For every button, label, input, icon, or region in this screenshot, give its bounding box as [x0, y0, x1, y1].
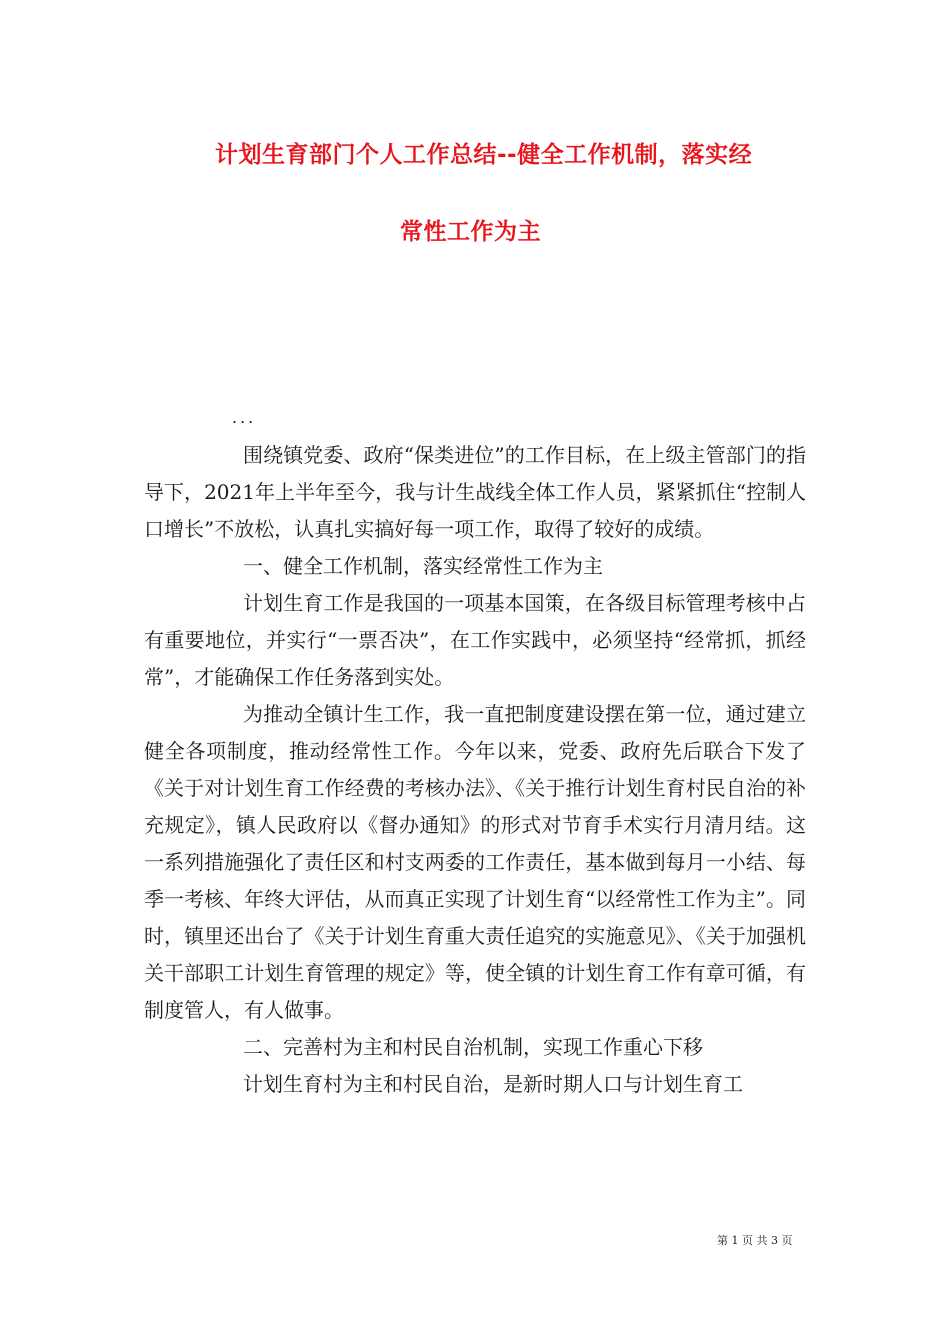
document-title-line-2: 常性工作为主	[400, 219, 541, 245]
section-heading-2: 二、完善村为主和村民自治机制，实现工作重心下移	[243, 1035, 703, 1059]
document-body	[144, 437, 806, 1103]
section-heading-1: 一、健全工作机制，落实经常性工作为主	[243, 554, 603, 578]
page-number-footer: 第 1 页 共 3 页	[717, 1234, 793, 1247]
paragraph: 计划生育村为主和村民自治，是新时期人口与计划生育工	[243, 1072, 743, 1096]
paragraph-intro: 围绕镇党委、政府“保类进位”的工作目标，在上级主管部门的指导下，2021年上半年至今，我与计生战线全体工作人员，紧紧抓住“控制人口增长”不放松，认真扎实搞好每一项工作，取得了较好的成绩。	[144, 443, 806, 541]
ellipsis-marker: ...	[232, 408, 257, 427]
document-title-line-1: 计划生育部门个人工作总结--健全工作机制，落实经	[215, 142, 753, 168]
paragraph: 为推动全镇计生工作，我一直把制度建设摆在第一位，通过建立健全各项制度，推动经常性工作。今年以来，党委、政府先后联合下发了《关于对计划生育工作经费的考核办法》、《关于推行计划生育村民自治的补充规定》，镇人民政府以《督办通知》的形式对节育手术实行月清月结。这一系列措施强化了责任区和村支两委的工作责任，基本做到每月一小结、每季一考核、年终大评估，从而真正实现了计划生育“以经常性工作为主”。同时，镇里还出台了《关于计划生育重大责任追究的实施意见》、《关于加强机关干部职工计划生育管理的规定》等，使全镇的计划生育工作有章可循，有制度管人，有人做事。	[144, 702, 806, 1022]
paragraph: 计划生育工作是我国的一项基本国策，在各级目标管理考核中占有重要地位，并实行“一票否决”，在工作实践中，必须坚持“经常抓，抓经常”，才能确保工作任务落到实处。	[144, 591, 806, 689]
